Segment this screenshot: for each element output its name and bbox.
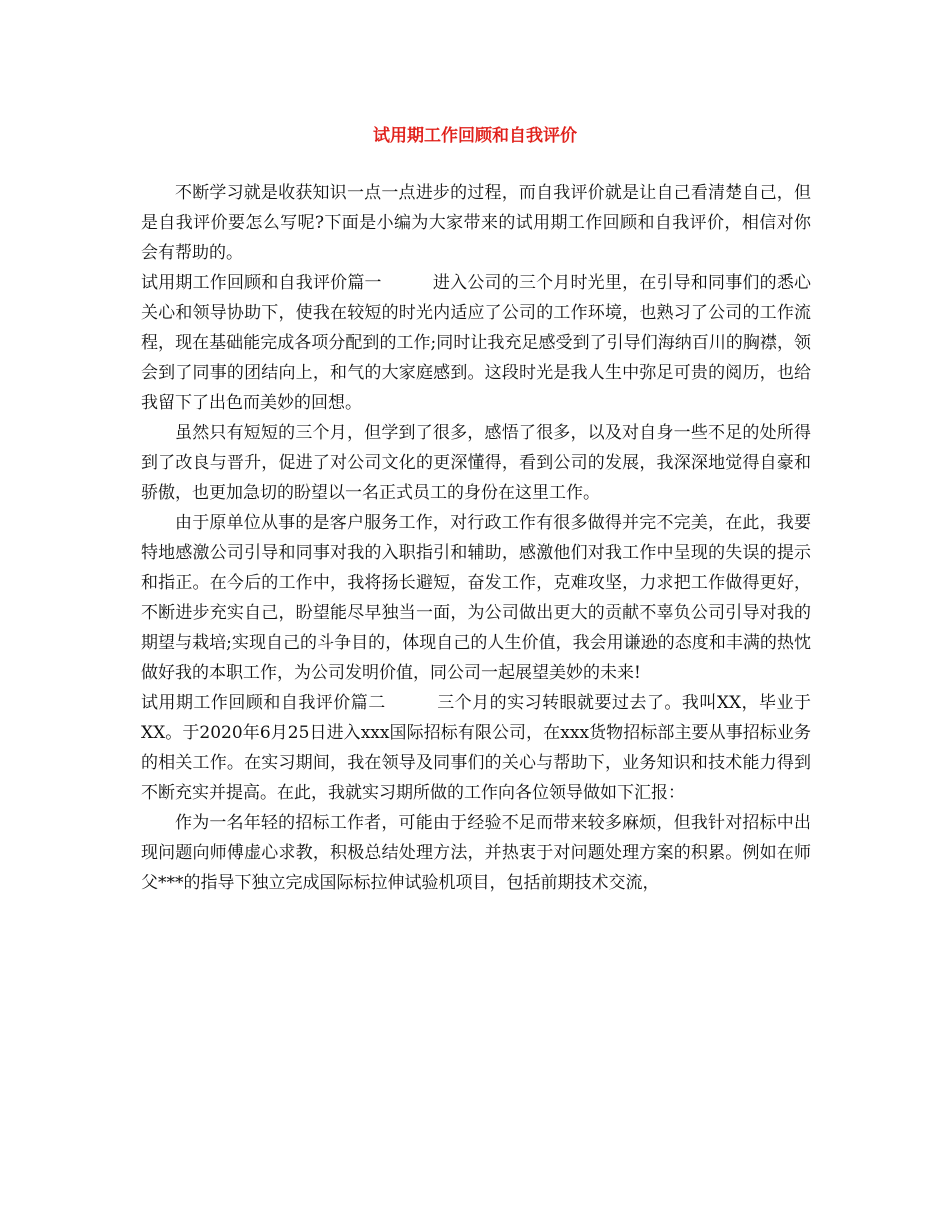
section2-paragraph [141,688,811,808]
section2-text: 三个月的实习转眼就要过去了。我叫XX，毕业于XX。于2020年6月25日进入xxx国际招标有限公司，在xxx货物招标部主要从事招标业务的相关工作。在实习期间，我在领导及同事们的关心与帮助下，业务知识和技术能力得到不断充实并提高。在此，我就实习期所做的工作向各位领导做如下汇报： [141,693,811,803]
document-title: 试用期工作回顾和自我评价 [373,126,577,146]
section2-paragraph-2: 作为一名年轻的招标工作者，可能由于经验不足而带来较多麻烦，但我针对招标中出现问题向师傅虚心求教，积极总结处理方法，并热衷于对问题处理方案的积累。例如在师父***的指导下独立完成国际标拉伸试验机项目，包括前期技术交流， [141,813,811,893]
section1-heading: 试用期工作回顾和自我评价篇一 [141,273,382,293]
document-body [141,178,811,898]
section1-paragraph [141,268,811,418]
section2-heading: 试用期工作回顾和自我评价篇二 [141,693,386,713]
section1-paragraph-3: 由于原单位从事的是客户服务工作，对行政工作有很多做得并完不完美，在此，我要特地感激公司引导和同事对我的入职指引和辅助，感激他们对我工作中呈现的失误的提示和指正。在今后的工作中，我将扬长避短，奋发工作，克难攻坚，力求把工作做得更好，不断进步充实自己，盼望能尽早独当一面，为公司做出更大的贡献不辜负公司引导对我的期望与栽培;实现自己的斗争目的，体现自己的人生价值，我会用谦逊的态度和丰满的热忱做好我的本职工作，为公司发明价值，同公司一起展望美妙的未来! [141,513,811,683]
section1-text: 进入公司的三个月时光里，在引导和同事们的悉心关心和领导协助下，使我在较短的时光内适应了公司的工作环境，也熟习了公司的工作流程，现在基础能完成各项分配到的工作;同时让我充足感受到了引导们海纳百川的胸襟，领会到了同事的团结向上，和气的大家庭感到。这段时光是我人生中弥足可贵的阅历，也给我留下了出色而美妙的回想。 [141,273,812,413]
section1-paragraph-2: 虽然只有短短的三个月，但学到了很多，感悟了很多，以及对自身一些不足的处所得到了改良与晋升，促进了对公司文化的更深懂得，看到公司的发展，我深深地觉得自豪和骄傲，也更加急切的盼望以一名正式员工的身份在这里工作。 [141,423,811,503]
intro-paragraph: 不断学习就是收获知识一点一点进步的过程，而自我评价就是让自己看清楚自己，但是自我评价要怎么写呢?下面是小编为大家带来的试用期工作回顾和自我评价，相信对你会有帮助的。 [141,183,811,263]
